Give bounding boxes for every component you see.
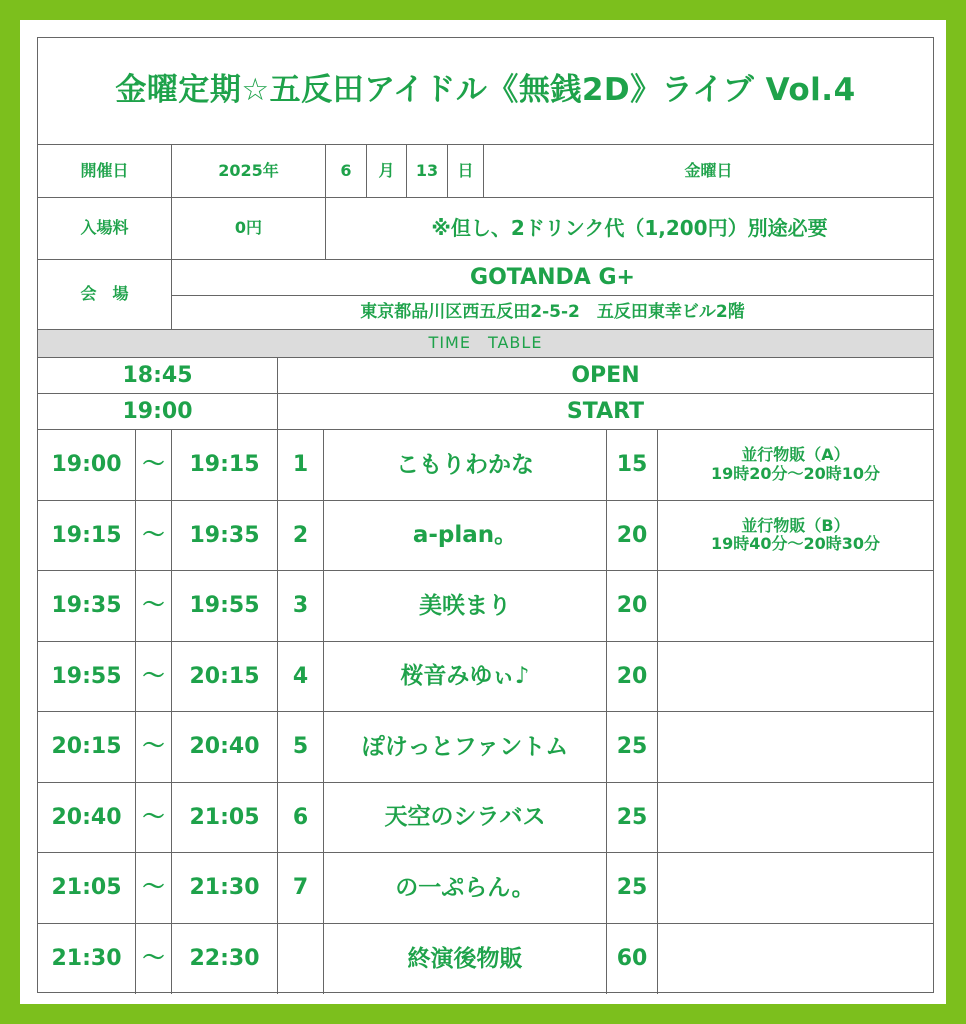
duration-cell: 20	[607, 501, 658, 572]
start-time-cell: 21:05	[38, 853, 136, 924]
duration-cell: 15	[607, 430, 658, 501]
end-time-cell: 21:30	[172, 853, 278, 924]
note-cell	[658, 712, 933, 783]
date-day: 13	[407, 145, 448, 198]
duration-cell: 25	[607, 712, 658, 783]
date-weekday: 金曜日	[484, 145, 933, 198]
order-cell: 3	[278, 571, 324, 642]
tilde-cell: ～	[136, 783, 172, 854]
start-time-cell: 20:15	[38, 712, 136, 783]
tilde-cell: ～	[136, 571, 172, 642]
end-time-cell: 19:55	[172, 571, 278, 642]
duration-cell: 60	[607, 924, 658, 995]
end-time-cell: 22:30	[172, 924, 278, 995]
artist-name-cell: 天空のシラバス	[324, 783, 607, 854]
fee-price: 0円	[172, 198, 326, 260]
event-title: 金曜定期☆五反田アイドル《無銭2D》ライブ Vol.4	[38, 38, 933, 145]
artist-name-cell: こもりわかな	[324, 430, 607, 501]
artist-name-cell: 桜音みゆぃ♪	[324, 642, 607, 713]
tilde-cell: ～	[136, 853, 172, 924]
end-time-cell: 19:35	[172, 501, 278, 572]
date-month: 6	[326, 145, 367, 198]
note-line-1: 並行物販（A）	[741, 445, 850, 465]
note-cell	[658, 924, 933, 995]
fee-label: 入場料	[38, 198, 172, 260]
start-time-cell: 19:35	[38, 571, 136, 642]
start-time-cell: 19:15	[38, 501, 136, 572]
note-line-2: 19時20分～20時10分	[710, 463, 881, 483]
duration-cell: 25	[607, 853, 658, 924]
start-time-cell: 20:40	[38, 783, 136, 854]
open-time: 18:45	[38, 358, 278, 394]
artist-name-cell: 美咲まり	[324, 571, 607, 642]
start-label: START	[278, 394, 933, 430]
schedule-table	[37, 37, 934, 993]
note-cell	[658, 430, 933, 501]
artist-name-cell: a-plan。	[324, 501, 607, 572]
order-cell: 5	[278, 712, 324, 783]
fee-note: ※但し、2ドリンク代（1,200円）別途必要	[326, 198, 933, 260]
end-time-cell: 19:15	[172, 430, 278, 501]
end-time-cell: 20:15	[172, 642, 278, 713]
order-cell	[278, 924, 324, 995]
tilde-cell: ～	[136, 430, 172, 501]
start-time-cell: 19:55	[38, 642, 136, 713]
start-time: 19:00	[38, 394, 278, 430]
end-time-cell: 21:05	[172, 783, 278, 854]
order-cell: 4	[278, 642, 324, 713]
tilde-cell: ～	[136, 501, 172, 572]
note-cell	[658, 783, 933, 854]
date-month-unit: 月	[367, 145, 407, 198]
date-day-unit: 日	[448, 145, 484, 198]
order-cell: 2	[278, 501, 324, 572]
date-label: 開催日	[38, 145, 172, 198]
tilde-cell: ～	[136, 924, 172, 995]
timetable-header: TIME TABLE	[38, 330, 933, 358]
artist-name-cell: 終演後物販	[324, 924, 607, 995]
venue-label: 会 場	[38, 260, 172, 330]
note-cell	[658, 642, 933, 713]
duration-cell: 20	[607, 642, 658, 713]
duration-cell: 20	[607, 571, 658, 642]
duration-cell: 25	[607, 783, 658, 854]
artist-name-cell: の一ぷらん。	[324, 853, 607, 924]
venue-address: 東京都品川区西五反田2-5-2 五反田東幸ビル2階	[172, 296, 933, 330]
order-cell: 7	[278, 853, 324, 924]
note-cell	[658, 571, 933, 642]
start-time-cell: 19:00	[38, 430, 136, 501]
note-line-1: 並行物販（B）	[741, 515, 850, 535]
note-line-2: 19時40分～20時30分	[710, 534, 881, 554]
order-cell: 1	[278, 430, 324, 501]
order-cell: 6	[278, 783, 324, 854]
open-label: OPEN	[278, 358, 933, 394]
venue-name: GOTANDA G+	[172, 260, 933, 296]
tilde-cell: ～	[136, 712, 172, 783]
tilde-cell: ～	[136, 642, 172, 713]
start-time-cell: 21:30	[38, 924, 136, 995]
date-year: 2025年	[172, 145, 326, 198]
note-cell	[658, 501, 933, 572]
note-cell	[658, 853, 933, 924]
end-time-cell: 20:40	[172, 712, 278, 783]
artist-name-cell: ぽけっとファントム	[324, 712, 607, 783]
